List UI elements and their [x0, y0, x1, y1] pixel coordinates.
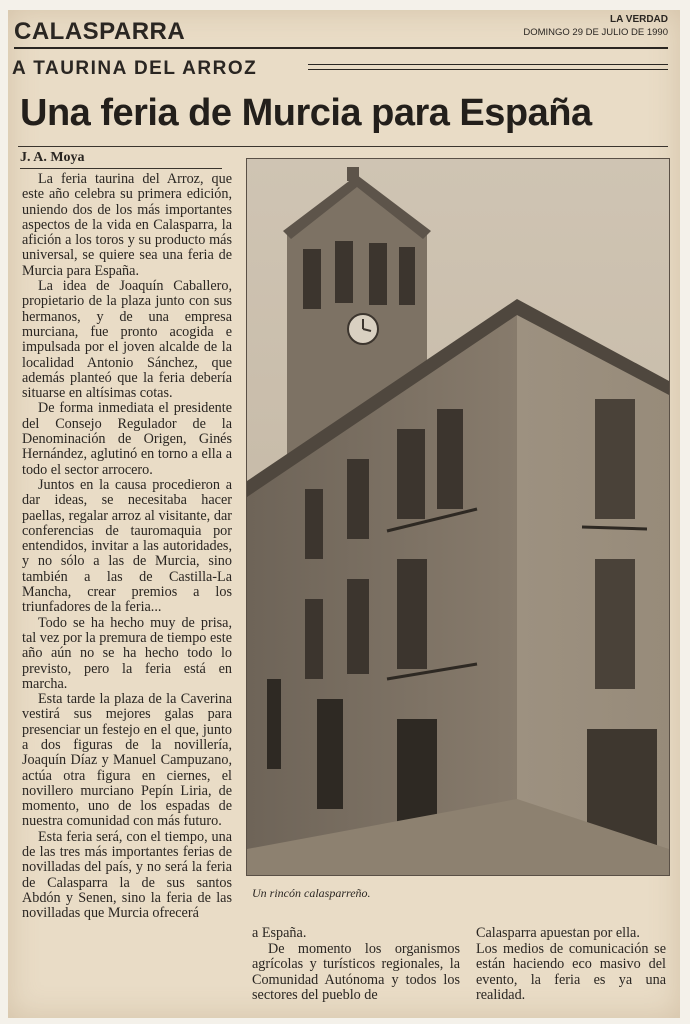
paragraph: Los medios de comunicación se están haciendo eco masivo del evento, la feria es ya una realidad.: [476, 940, 666, 1004]
building-photo: [246, 158, 670, 876]
publication-date: DOMINGO 29 DE JULIO DE 1990: [523, 27, 668, 38]
headline: Una feria de Murcia para España: [20, 92, 592, 134]
continuation-text: Calasparra apuestan por ella.: [476, 925, 640, 941]
byline: J. A. Moya: [20, 150, 85, 165]
paragraph: Juntos en la causa procedieron a dar ideas, se necesitaba hacer paellas, regalar arroz al visitante, dar conferencias de tauromaquia por entendidos, invitar a las autoridades, y no sólo a las de Murcia, sino también a las de Castilla-La Mancha, crear premios a los triunfadores de la feria...: [22, 476, 232, 616]
paragraph: De momento los organismos agrícolas y turísticos regionales, la Comunidad Autónoma y todos los sectores del pueblo de: [252, 940, 460, 1004]
continuation-text: a España.: [252, 925, 307, 941]
article-column-3: [476, 926, 666, 1004]
byline-rule: [20, 168, 222, 169]
paragraph: De forma inmediata el presidente del Consejo Regulador de la Denominación de Origen, Ginés Hernández, aglutinó en torno a ella a todo el sector arrocero.: [22, 400, 232, 478]
paragraph: Esta feria será, con el tiempo, una de las tres más importantes ferias de novilladas del país, y no será la feria de Calasparra la de sus santos Abdón y Senen, sino la feria de las novilladas que Murcia ofrecerá: [22, 828, 232, 922]
paragraph: La feria taurina del Arroz, que este año celebra su primera edición, uniendo dos de los más importantes aspectos de la vida en Calasparra, la afición a los toros y su producto más universal, se quiere sea una feria de Murcia para España.: [22, 171, 232, 279]
kicker-rules: [308, 64, 668, 74]
paragraph: La idea de Joaquín Caballero, propietario de la plaza junto con sus hermanos, y de una empresa murciana, fue pronto acogida e impulsada por el joven alcalde de la localidad Antonio Sánchez, que además planteó que la feria debería situarse en altísimas cotas.: [22, 278, 232, 402]
building-photo-icon: [247, 159, 669, 875]
paragraph: Todo se ha hecho muy de prisa, tal vez por la premura de tiempo este año aún no se ha hecho todo lo previsto, pero la feria está en marcha.: [22, 614, 232, 692]
header-rule: [14, 47, 668, 49]
article-column-2: [252, 926, 460, 1004]
paragraph: Esta tarde la plaza de la Caverina vestirá sus mejores galas para presenciar un festejo en el que, junto a dos figuras de la novillería, Joaquín Díaz y Manuel Campuzano, actúa otra figura en ciernes, el novillero murciano Pepín Liria, de momento, uno de los espadas de nuestra comunidad con más futuro.: [22, 691, 232, 830]
photo-caption: Un rincón calasparreño.: [252, 886, 371, 900]
kicker: A TAURINA DEL ARROZ: [12, 58, 258, 79]
section-title: CALASPARRA: [14, 18, 186, 45]
publication-name: LA VERDAD: [610, 14, 668, 25]
headline-rule: [18, 146, 668, 147]
article-column-1: [22, 172, 232, 922]
